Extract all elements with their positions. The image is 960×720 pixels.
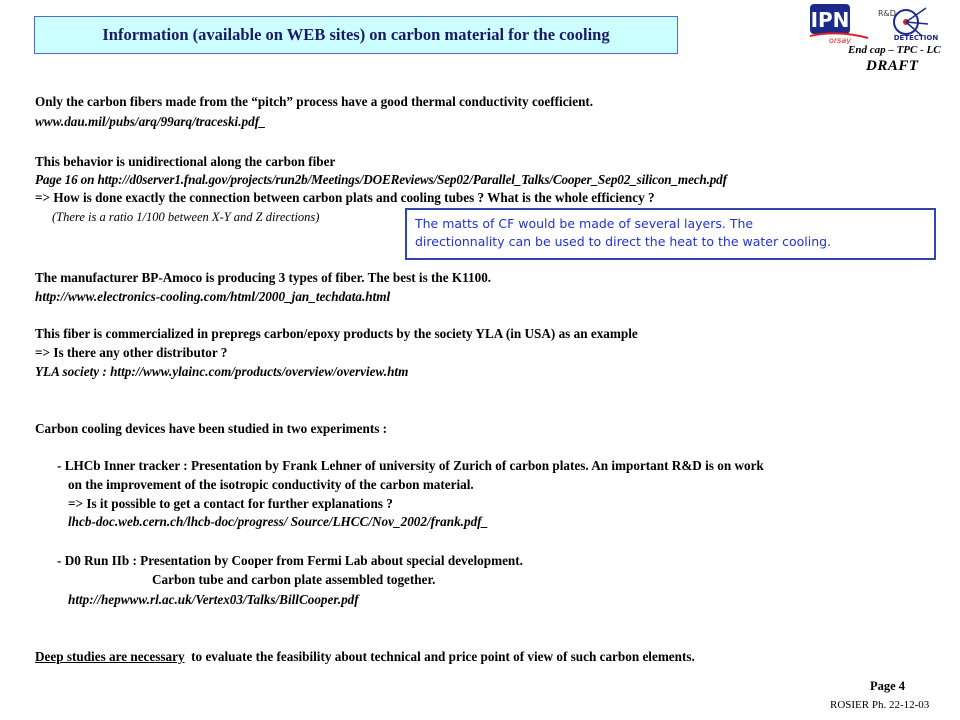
page-number: Page 4 bbox=[870, 679, 906, 693]
link-lhcb-doc[interactable]: lhcb-doc.web.cern.ch/lhcb-doc/progress/ Source/LHCC/Nov_2002/frank.pdf_ bbox=[68, 514, 489, 529]
ipn-logo-text: IPN bbox=[810, 8, 850, 32]
orsay-logo-text: orsay bbox=[829, 36, 851, 44]
text-line: - D0 Run IIb : Presentation by Cooper from Fermi Lab about special development. bbox=[57, 553, 523, 568]
note-line: The matts of CF would be made of several layers. The bbox=[415, 216, 754, 231]
page-title: Information (available on WEB sites) on carbon material for the cooling bbox=[102, 25, 610, 44]
text-line: Carbon tube and carbon plate assembled together. bbox=[152, 572, 436, 587]
text-line: => Is it possible to get a contact for further explanations ? bbox=[68, 496, 393, 511]
link-billcooper[interactable]: http://hepwww.rl.ac.uk/Vertex03/Talks/BillCooper.pdf bbox=[68, 592, 359, 607]
note-box bbox=[405, 208, 936, 260]
conclusion-emphasis: Deep studies are necessary bbox=[35, 649, 185, 664]
detection-logo-text: DETECTION bbox=[893, 34, 939, 42]
ipn-orsay-logo bbox=[808, 2, 872, 44]
text-line: Only the carbon fibers made from the “pitch” process have a good thermal conductivity coefficient. bbox=[35, 94, 594, 109]
conclusion-text: to evaluate the feasibility about technical and price point of view of such carbon elements. bbox=[184, 649, 695, 664]
text-line: This behavior is unidirectional along the carbon fiber bbox=[35, 154, 336, 169]
link-electronics-cooling[interactable]: http://www.electronics-cooling.com/html/2000_jan_techdata.html bbox=[35, 289, 391, 304]
note-line: directionnality can be used to direct the heat to the water cooling. bbox=[415, 234, 832, 249]
text-line: on the improvement of the isotropic conductivity of the carbon material. bbox=[68, 477, 474, 492]
header-subtitle: End cap – TPC - LC bbox=[848, 44, 941, 56]
rd-detection-logo bbox=[876, 2, 952, 44]
link-traceski[interactable]: www.dau.mil/pubs/arq/99arq/traceski.pdf_ bbox=[35, 114, 266, 129]
text-line: This fiber is commercialized in prepregs carbon/epoxy products by the society YLA (in USA) as an example bbox=[35, 326, 638, 341]
link-ylainc[interactable]: YLA society : http://www.ylainc.com/products/overview/overview.htm bbox=[35, 364, 409, 379]
link-cooper-sep02[interactable]: Page 16 on http://d0server1.fnal.gov/projects/run2b/Meetings/DOEReviews/Sep02/Parallel_Talks/Cooper_Sep02_silicon_mech.pdf bbox=[35, 172, 727, 187]
rd-logo-text: R&D bbox=[878, 9, 896, 18]
text-line: - LHCb Inner tracker : Presentation by Frank Lehner of university of Zurich of carbon plates. An important R&D is on work bbox=[57, 458, 764, 473]
text-line: The manufacturer BP-Amoco is producing 3 types of fiber. The best is the K1100. bbox=[35, 270, 492, 285]
text-line: Carbon cooling devices have been studied in two experiments : bbox=[35, 421, 388, 436]
author-date: ROSIER Ph. 22-12-03 bbox=[830, 699, 930, 711]
text-line: => How is done exactly the connection between carbon plats and cooling tubes ? What is the whole efficiency ? bbox=[35, 190, 655, 205]
draft-label: DRAFT bbox=[866, 58, 919, 74]
conclusion-line bbox=[35, 649, 695, 665]
text-line: (There is a ratio 1/100 between X-Y and Z directions) bbox=[52, 210, 320, 224]
title-box bbox=[34, 16, 678, 54]
text-line: => Is there any other distributor ? bbox=[35, 345, 228, 360]
